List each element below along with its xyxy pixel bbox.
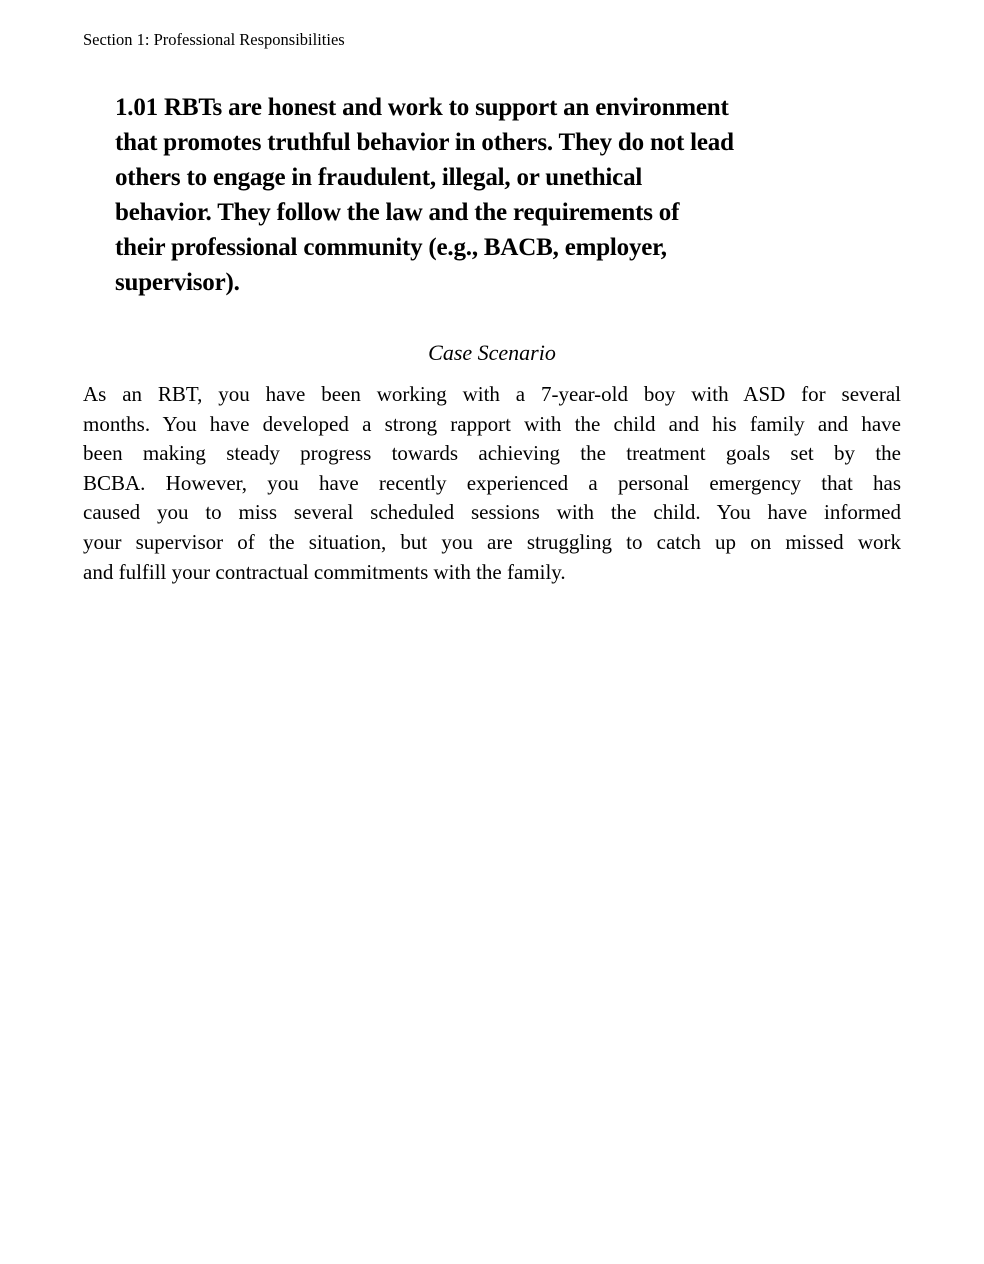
case-scenario-title: Case Scenario	[428, 340, 556, 365]
scenario-text-line: As an RBT, you have been working with a 7-year-old boy with ASD for several	[83, 382, 901, 406]
scenario-text-line: caused you to miss several scheduled sessions with the child. You have informed	[83, 500, 901, 525]
guideline-line: behavior. They follow the law and the requirements of	[115, 199, 680, 226]
scenario-text-line: your supervisor of the situation, but you are struggling to catch up on missed work	[83, 529, 901, 554]
guideline-line: others to engage in fraudulent, illegal, or unethical	[115, 164, 643, 191]
running-header: Section 1: Professional Responsibilities	[83, 30, 345, 49]
scenario-text-line: BCBA. However, you have recently experienced a personal emergency that has	[83, 470, 901, 495]
case-scenario-body	[83, 380, 901, 587]
scenario-text-line: and fulfill your contractual commitments with the family.	[83, 559, 566, 584]
scenario-text-line: been making steady progress towards achieving the treatment goals set by the	[83, 441, 901, 466]
guideline-line: their professional community (e.g., BACB, employer,	[115, 234, 667, 261]
guideline-line: 1.01 RBTs are honest and work to support an environment	[115, 94, 729, 121]
guideline-line: supervisor).	[115, 269, 240, 296]
scenario-text-line: months. You have developed a strong rapport with the child and his family and have	[83, 411, 901, 436]
guideline-line: that promotes truthful behavior in others. They do not lead	[115, 129, 734, 156]
guideline-statement	[115, 90, 901, 300]
